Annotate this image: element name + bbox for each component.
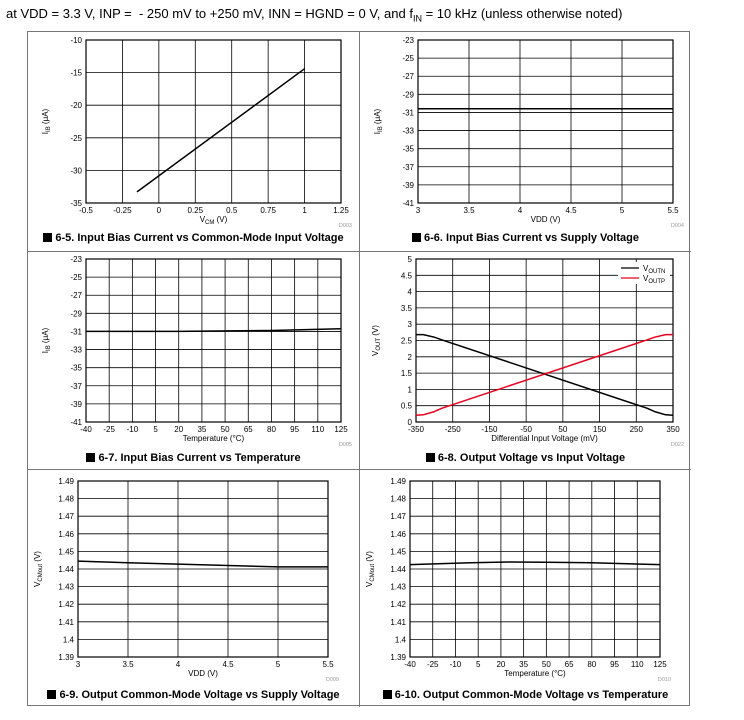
- chart-6-6: [360, 32, 691, 251]
- y-tick-label: 1: [407, 385, 412, 395]
- x-tick-label: 1: [302, 206, 307, 215]
- y-tick-label: 1.44: [390, 565, 406, 574]
- y-tick-label: 1.44: [58, 565, 74, 574]
- y-axis-label-suffix: (V): [365, 551, 374, 564]
- y-tick-label: -25: [70, 133, 82, 143]
- header-note: [6, 6, 622, 24]
- caption-text: 6-6. Input Bias Current vs Supply Voltage: [424, 232, 639, 244]
- y-tick-label: 1.45: [390, 547, 406, 557]
- y-tick-label: -41: [70, 418, 82, 427]
- figure-cell-6-8: [360, 252, 691, 471]
- x-tick-label: 125: [653, 660, 667, 669]
- y-tick-label: -23: [402, 36, 414, 45]
- legend-entry-1-main: V: [643, 274, 649, 283]
- x-tick-label: 0: [156, 206, 162, 215]
- y-axis-label-main: I: [41, 350, 50, 354]
- y-tick-label: 1.42: [58, 600, 74, 610]
- y-tick-label: -33: [70, 345, 82, 355]
- series-line-0: [86, 329, 341, 332]
- x-axis-label-main: Temperature (°C): [504, 669, 566, 678]
- x-axis-label-main: VDD (V): [188, 669, 218, 678]
- x-tick-label: 110: [311, 425, 325, 434]
- y-tick-label: 2: [407, 352, 412, 362]
- x-tick-label: 5.5: [667, 206, 679, 215]
- figure-cell-6-10: [360, 470, 691, 701]
- x-tick-label: -10: [449, 660, 462, 669]
- x-tick-label: 0.25: [187, 206, 204, 215]
- x-tick-label: -40: [80, 425, 92, 434]
- header-text-1: at VDD = 3.3 V, INP = - 250 mV to +250 mV, INN = HGND = 0 V, and f: [6, 6, 413, 21]
- x-tick-label: -10: [126, 425, 139, 434]
- figure-code: D004: [670, 223, 684, 229]
- x-tick-label: 4.5: [222, 660, 234, 669]
- figure-icon: [47, 690, 56, 699]
- x-tick-label: -50: [520, 425, 532, 434]
- y-tick-label: -41: [402, 199, 414, 208]
- y-axis-label-sub: CMout: [370, 563, 376, 582]
- y-tick-label: 1.4: [394, 635, 406, 645]
- caption-text: 6-10. Output Common-Mode Voltage vs Temperature: [394, 689, 669, 701]
- y-tick-label: 1.5: [400, 369, 412, 379]
- figure-icon: [383, 690, 392, 699]
- figure-code: D022: [670, 442, 684, 448]
- y-tick-label: 1.49: [58, 477, 74, 486]
- x-tick-label: 150: [592, 425, 607, 434]
- x-tick-label: -40: [404, 660, 416, 669]
- x-axis-label-main: V: [199, 215, 206, 224]
- x-tick-label: 95: [610, 660, 619, 669]
- caption-6-7: [28, 452, 359, 464]
- x-tick-label: 5: [475, 660, 481, 669]
- x-tick-label: 1.25: [333, 206, 349, 215]
- x-tick-label: 65: [243, 425, 253, 434]
- legend-entry-1-sub: OUTP: [648, 279, 666, 285]
- y-tick-label: 4.5: [400, 271, 412, 281]
- y-tick-label: 3: [407, 320, 412, 330]
- x-tick-label: 5: [275, 660, 281, 669]
- x-tick-label: 95: [290, 425, 300, 434]
- y-axis-label-suffix: (μA): [373, 108, 382, 127]
- x-tick-label: 350: [666, 425, 680, 434]
- x-tick-label: -350: [407, 425, 425, 434]
- y-tick-label: 1.47: [58, 512, 74, 522]
- caption-6-5: [28, 232, 359, 244]
- y-tick-label: 0: [407, 418, 412, 427]
- x-tick-label: 5: [619, 206, 625, 215]
- y-tick-label: -27: [70, 291, 82, 301]
- y-tick-label: 1.49: [390, 477, 406, 486]
- y-tick-label: 1.45: [58, 547, 74, 557]
- y-tick-label: 1.47: [390, 512, 406, 522]
- y-tick-label: -31: [402, 108, 414, 118]
- y-axis-label: [41, 327, 52, 353]
- y-tick-label: -31: [70, 327, 82, 337]
- figure-icon: [412, 233, 421, 242]
- y-axis-label-sub: IB: [378, 126, 384, 132]
- y-tick-label: 1.39: [390, 653, 406, 662]
- y-axis-label-group: [41, 327, 52, 353]
- y-tick-label: 1.41: [390, 617, 406, 627]
- x-axis-label-main: VDD (V): [530, 215, 561, 224]
- series-line-0: [137, 69, 305, 192]
- y-axis-label-suffix: (V): [371, 325, 380, 338]
- x-tick-label: 80: [587, 660, 597, 669]
- figure-code: D005: [338, 442, 352, 448]
- caption-text: 6-8. Output Voltage vs Input Voltage: [437, 452, 626, 464]
- x-axis-label-main: Differential Input Voltage (mV): [491, 434, 598, 443]
- x-axis-label-suffix: (V): [214, 215, 228, 224]
- figure-cell-6-5: [28, 32, 359, 251]
- y-axis-label-main: I: [41, 131, 50, 135]
- y-axis-label: [373, 108, 384, 134]
- figure-cell-6-7: [28, 252, 359, 471]
- plot-frame: [418, 40, 673, 203]
- caption-text: 6-9. Output Common-Mode Voltage vs Supply Voltage: [59, 689, 340, 701]
- y-tick-label: -30: [70, 166, 82, 176]
- y-tick-label: 1.46: [58, 529, 74, 539]
- x-tick-label: 5: [153, 425, 158, 434]
- y-axis-label-sub: OUT: [376, 337, 382, 351]
- x-tick-label: 80: [267, 425, 276, 434]
- x-tick-label: 65: [564, 660, 574, 669]
- x-tick-label: -0.25: [113, 206, 132, 215]
- figure-cell-6-9: [28, 470, 359, 701]
- x-tick-label: 5.5: [322, 660, 334, 669]
- y-tick-label: 1.42: [390, 600, 406, 610]
- figure-icon: [43, 233, 52, 242]
- chart-6-7: [28, 252, 359, 469]
- plot-frame: [86, 40, 341, 203]
- y-axis-label: [41, 108, 52, 134]
- y-axis-label: [33, 551, 44, 587]
- y-axis-label-main: V: [33, 581, 42, 587]
- caption-text: 6-7. Input Bias Current vs Temperature: [98, 452, 301, 464]
- y-axis-label: [365, 551, 376, 587]
- plot-frame: [86, 259, 341, 422]
- x-tick-label: -250: [444, 425, 461, 434]
- x-tick-label: -25: [103, 425, 115, 434]
- header-sub: IN: [412, 13, 422, 24]
- y-tick-label: -37: [402, 162, 414, 172]
- y-tick-label: 3.5: [400, 303, 412, 313]
- series-line-0: [78, 561, 328, 567]
- y-tick-label: -10: [70, 36, 82, 45]
- series-line-0: [416, 335, 673, 416]
- figure-code: D010: [657, 677, 671, 683]
- series-line-0: [410, 562, 660, 565]
- y-axis-label-sub: IB: [46, 126, 52, 132]
- figure-cell-6-6: [360, 32, 691, 251]
- caption-6-10: [360, 689, 691, 701]
- y-tick-label: -29: [402, 90, 414, 100]
- x-tick-label: 110: [630, 660, 644, 669]
- y-tick-label: 1.41: [58, 617, 74, 627]
- y-tick-label: -35: [70, 363, 82, 373]
- x-tick-label: 4: [175, 660, 181, 669]
- legend-entry-0-sub: OUTN: [648, 269, 666, 275]
- chart-6-9: [28, 470, 359, 706]
- y-axis-label-main: I: [373, 131, 382, 135]
- chart-6-5: [28, 32, 359, 251]
- x-tick-label: -25: [426, 660, 439, 669]
- x-axis-label: [183, 434, 245, 443]
- x-tick-label: 125: [334, 425, 348, 434]
- x-tick-label: 50: [220, 425, 230, 434]
- legend: [618, 262, 670, 285]
- chart-6-8: [360, 252, 691, 469]
- y-tick-label: 1.48: [390, 494, 406, 504]
- y-tick-label: -27: [402, 72, 414, 82]
- y-tick-label: -20: [70, 101, 82, 111]
- x-axis-label-sub: CM: [205, 220, 215, 226]
- y-tick-label: -25: [402, 54, 414, 64]
- y-tick-label: 2.5: [400, 336, 412, 346]
- x-axis-label: [504, 669, 566, 678]
- y-axis-label-group: [365, 551, 376, 587]
- caption-6-8: [360, 452, 691, 464]
- x-tick-label: -150: [481, 425, 498, 434]
- y-tick-label: -35: [402, 144, 414, 154]
- x-tick-label: 3.5: [463, 206, 475, 215]
- x-tick-label: 3.5: [122, 660, 134, 669]
- x-tick-label: 3: [75, 660, 81, 669]
- y-axis-label-suffix: (V): [33, 551, 42, 564]
- y-tick-label: -37: [70, 381, 82, 391]
- y-tick-label: 1.39: [58, 653, 74, 662]
- y-axis-label-main: V: [371, 350, 380, 356]
- x-tick-label: 20: [496, 660, 506, 669]
- caption-text: 6-5. Input Bias Current vs Common-Mode Input Voltage: [55, 232, 344, 244]
- x-tick-label: 35: [197, 425, 207, 434]
- x-tick-label: 0.75: [260, 206, 276, 215]
- y-axis-label: [371, 325, 382, 356]
- y-tick-label: -25: [70, 273, 82, 283]
- x-tick-label: 35: [519, 660, 529, 669]
- header-text-2: = 10 kHz (unless otherwise noted): [421, 6, 623, 21]
- x-axis-label: [531, 215, 561, 224]
- x-axis-label: [491, 434, 598, 443]
- x-axis-label: [188, 669, 218, 678]
- y-tick-label: 1.4: [62, 635, 74, 645]
- y-tick-label: -35: [70, 199, 82, 208]
- caption-6-9: [28, 689, 359, 701]
- x-tick-label: 0.5: [226, 206, 238, 215]
- x-tick-label: 250: [629, 425, 643, 434]
- y-axis-label-sub: CMout: [38, 563, 44, 582]
- figure-grid: [27, 31, 690, 706]
- y-tick-label: 0.5: [400, 401, 412, 411]
- y-axis-label-sub: IB: [46, 345, 52, 351]
- y-axis-label-group: [41, 108, 52, 134]
- y-tick-label: -29: [70, 309, 82, 319]
- x-tick-label: 50: [541, 660, 551, 669]
- x-tick-label: 4: [517, 206, 523, 215]
- x-tick-label: 3: [415, 206, 421, 215]
- y-tick-label: -39: [402, 180, 414, 190]
- x-axis-label-main: Temperature (°C): [182, 434, 245, 443]
- y-tick-label: 1.43: [390, 582, 406, 592]
- y-axis-label-group: [371, 325, 382, 356]
- figure-icon: [86, 453, 95, 462]
- x-tick-label: -0.5: [79, 206, 93, 215]
- chart-6-10: [360, 470, 691, 706]
- figure-code: D003: [338, 223, 352, 229]
- figure-code: D009: [325, 677, 339, 683]
- y-tick-label: 1.48: [58, 494, 74, 504]
- y-tick-label: 1.46: [390, 529, 406, 539]
- x-tick-label: 50: [558, 425, 568, 434]
- y-axis-label-group: [373, 108, 384, 134]
- y-tick-label: -33: [402, 126, 414, 136]
- y-tick-label: 1.43: [58, 582, 74, 592]
- y-axis-label-group: [33, 551, 44, 587]
- y-tick-label: 5: [407, 255, 412, 264]
- y-axis-label-suffix: (μA): [41, 327, 50, 346]
- y-axis-label-suffix: (μA): [41, 108, 50, 127]
- y-tick-label: -39: [70, 399, 82, 409]
- y-tick-label: 4: [407, 287, 412, 297]
- y-tick-label: -15: [70, 68, 82, 78]
- y-tick-label: -23: [70, 255, 82, 264]
- x-axis-label: [200, 215, 228, 226]
- figure-icon: [426, 453, 435, 462]
- series-line-1: [416, 335, 673, 416]
- x-tick-label: 4.5: [565, 206, 577, 215]
- x-tick-label: 20: [174, 425, 184, 434]
- y-axis-label-main: V: [365, 581, 374, 587]
- legend-entry-0-main: V: [643, 264, 649, 273]
- caption-6-6: [360, 232, 691, 244]
